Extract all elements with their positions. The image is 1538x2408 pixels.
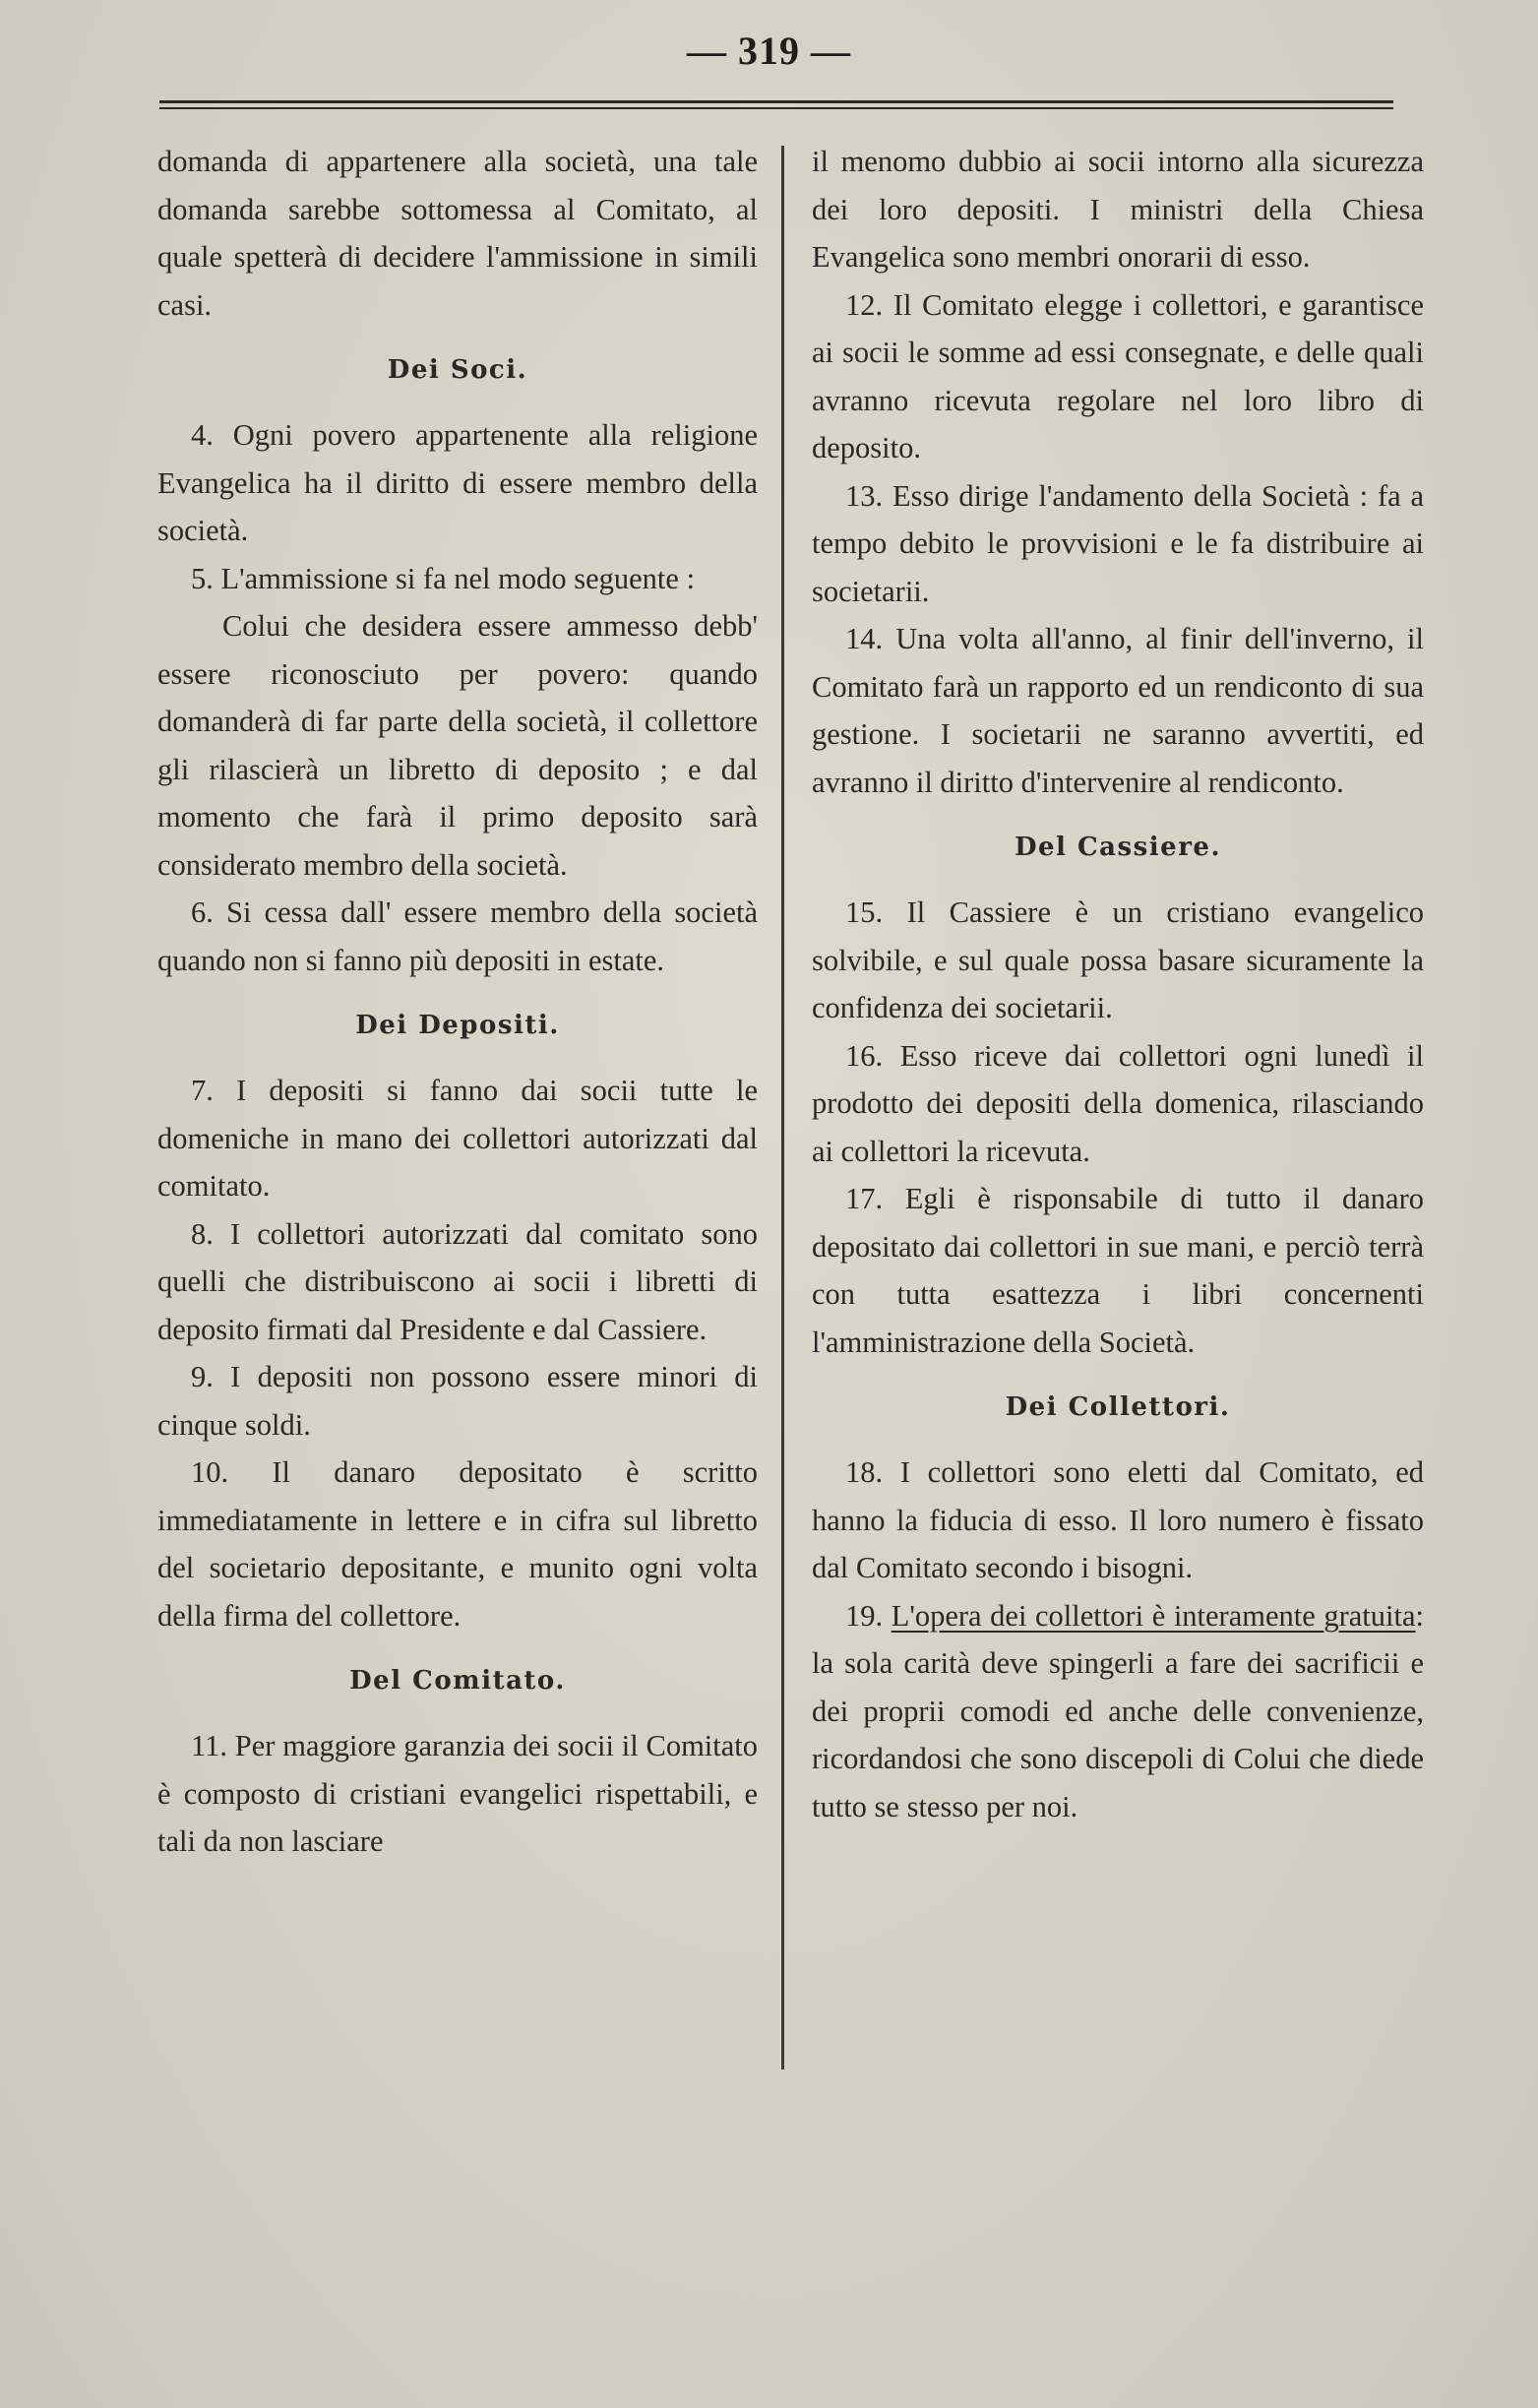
paragraph-11: 11. Per maggiore garanzia dei socii il Comitato è composto di cristiani evangelici rispettabili, e tali da non lasciare [157,1729,758,1858]
paragraph-9: 9. I depositi non possono essere minori di cinque soldi. [157,1360,758,1442]
paragraph-16: 16. Esso riceve dai collettori ogni lunedì il prodotto dei depositi della domenica, rilasciando ai collettori la ricevuta. [812,1038,1424,1168]
paragraph-10: 10. Il danaro depositato è scritto immediatamente in lettere e in cifra sul libretto del societario depositante, e munito ogni volta della firma del collettore. [157,1455,758,1633]
paragraph-19-number: 19. [845,1598,892,1633]
section-heading-comitato: Del Comitato. [349,1666,566,1696]
section-heading-collettori: Dei Collettori. [1005,1392,1231,1422]
paragraph: domanda di appartenere alla società, una tale domanda sarebbe sottomessa al Comitato, al quale spetterà di decidere l'ammissione in simili casi. [157,145,758,322]
section-heading-soci: Dei Soci. [387,355,528,385]
paragraph-7: 7. I depositi si fanno dai socii tutte le domeniche in mano dei collettori autorizzati dal comitato. [157,1074,758,1203]
paragraph-5: 5. L'ammissione si fa nel modo seguente : [191,561,696,595]
paragraph-14: 14. Una volta all'anno, al finir dell'inverno, il Comitato farà un rapporto ed un rendiconto di sua gestione. I societarii ne saranno avvertiti, ed avranno il diritto d'intervenire al rendiconto. [812,622,1424,799]
section-heading-depositi: Dei Depositi. [355,1011,560,1040]
paragraph-4: 4. Ogni povero appartenente alla religione Evangelica ha il diritto di essere membro della società. [157,418,758,547]
paragraph-12: 12. Il Comitato elegge i collettori, e garantisce ai socii le somme ad essi consegnate, e delle quali avranno ricevuta regolare nel loro libro di deposito. [812,287,1424,464]
paragraph-18: 18. I collettori sono eletti dal Comitato, ed hanno la fiducia di esso. Il loro numero è fissato dal Comitato secondo i bisogni. [812,1455,1424,1584]
right-column [812,138,1424,1830]
paragraph-15: 15. Il Cassiere è un cristiano evangelico solvibile, e sul quale possa basare sicuramente la confidenza dei societarii. [812,895,1424,1024]
column-divider [781,146,784,2069]
paragraph-13: 13. Esso dirige l'andamento della Società : fa a tempo debito le provvisioni e le fa distribuire ai societarii. [812,478,1424,608]
underlined-phrase: L'opera dei collettori è interamente gratuita [891,1598,1416,1633]
page-number: — 319 — [687,29,851,73]
section-heading-cassiere: Del Cassiere. [1014,833,1222,862]
paragraph-19 [812,1592,1424,1831]
paragraph-19-rest: : la sola carità deve spingerli a fare dei sacrificii e dei proprii comodi ed anche delle convenienze, ricordandosi che sono discepoli di Colui che diede tutto se stesso per noi. [812,1598,1424,1823]
paragraph-8: 8. I collettori autorizzati dal comitato sono quelli che distribuiscono ai socii i libretti di deposito firmati dal Presidente e dal Cassiere. [157,1216,758,1346]
paragraph-11-continued: il menomo dubbio ai socii intorno alla sicurezza dei loro depositi. I ministri della Chiesa Evangelica sono membri onorarii di esso. [812,145,1424,274]
header-rule [159,100,1393,109]
left-column [157,138,758,1866]
paragraph-6: 6. Si cessa dall' essere membro della società quando non si fanno più depositi in estate. [157,895,758,977]
paragraph-5-continued: Colui che desidera essere ammesso debb' essere riconosciuto per povero: quando domanderà di far parte della società, il collettore gli rilascierà un libretto di deposito ; e dal momento che farà il primo deposito sarà considerato membro della società. [157,609,758,882]
paragraph-17: 17. Egli è risponsabile di tutto il danaro depositato dai collettori in sue mani, e perciò terrà con tutta esattezza i libri concernenti l'amministrazione della Società. [812,1182,1424,1359]
